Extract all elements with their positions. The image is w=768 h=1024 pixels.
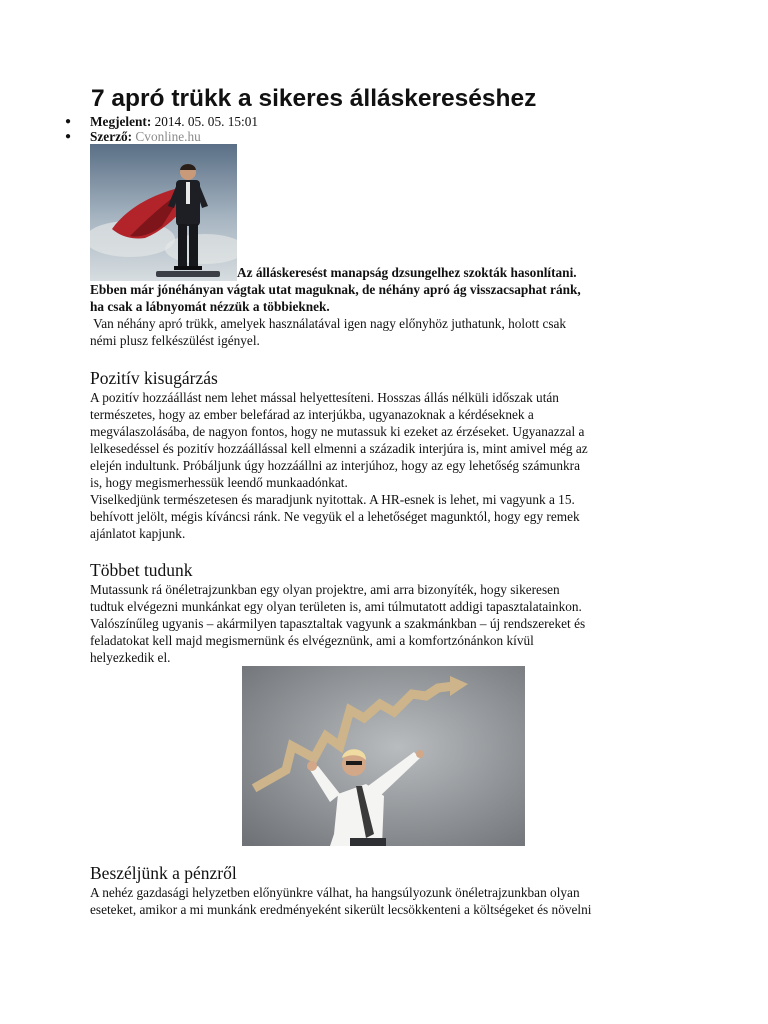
section-body	[90, 884, 690, 918]
body-line: A pozitív hozzáállást nem lehet mással helyettesíteni. Hosszas állás nélküli időszak után	[90, 390, 559, 405]
intro-block	[90, 144, 690, 349]
body-line: tudtuk elvégezni munkánkat egy olyan területen is, ami túlmutatott addigi tapasztalatainkon.	[90, 599, 582, 614]
body-line: eseteket, amikor a mi munkánk eredményeként sikerült lecsökkenteni a költségeket és növelni	[90, 902, 592, 917]
article-title: 7 apró trükk a sikeres álláskereséshez	[91, 85, 537, 112]
published-value: 2014. 05. 05. 15:01	[154, 114, 259, 129]
bullet-icon: ●	[65, 116, 72, 127]
article-meta	[65, 114, 690, 144]
section-body	[90, 581, 690, 666]
lead-line-3: ha csak a lábnyomát nézzük a többieknek.	[90, 299, 330, 314]
body-line: ajánlatot kapjunk.	[90, 526, 186, 541]
body-line: Mutassunk rá önéletrajzunkban egy olyan projektre, ami arra bizonyíték, hogy sikeresen	[90, 582, 560, 597]
section-tobbet	[90, 559, 690, 666]
section-penz	[90, 862, 690, 918]
published-label: Megjelent:	[90, 114, 152, 129]
lead-line-2: Ebben már jónéhányan vágtak utat maguknak, de néhány apró ág visszacsaphat ránk,	[90, 282, 581, 297]
body-line: helyezkedik el.	[90, 650, 171, 665]
section-heading: Beszéljünk a pénzről	[90, 863, 237, 883]
superhero-businessman-icon	[90, 144, 237, 281]
body-line: feladatokat kell majd megismernünk és elvégeznünk, ami a komfortzónánkon kívül	[90, 633, 534, 648]
body-line: is, hogy megismerhessük leendő munkaadónkat.	[90, 475, 348, 490]
body-line: lelkesedéssel és pozitív hozzáállással kell elmenni a századik interjúra is, mint amivel még az	[90, 441, 588, 456]
intro-line-2: némi plusz felkészülést igényel.	[90, 333, 260, 348]
body-line: Valószínűleg ugyanis – akármilyen tapasztaltak vagyunk a szakmánkban – új rendszereket és	[90, 616, 586, 631]
bullet-icon: ●	[65, 131, 72, 142]
section-heading: Többet tudunk	[90, 560, 193, 580]
meta-published	[65, 114, 690, 129]
author-link[interactable]: Cvonline.hu	[135, 129, 201, 144]
rising-arrow-businessman-icon	[242, 666, 525, 846]
section-heading: Pozitív kisugárzás	[90, 368, 218, 388]
body-line: Viselkedjünk természetesen és maradjunk nyitottak. A HR-esnek is lehet, mi vagyunk a 15.	[90, 492, 575, 507]
body-line: A nehéz gazdasági helyzetben előnyünkre válhat, ha hangsúlyozunk önéletrajzunkban olyan	[90, 885, 580, 900]
lead-first-line	[90, 144, 690, 281]
intro-line-1: Van néhány apró trükk, amelyek használatával igen nagy előnyhöz juthatunk, holott csak	[90, 316, 567, 331]
body-line: megválaszolásába, de nagyon fontos, hogy ne mutassuk ki ezeket az érzéseket. Ugyanazzal a	[90, 424, 585, 439]
body-line: elején indultunk. Próbáljunk úgy hozzáállni az interjúhoz, hogy az egy lehetőség számunkra	[90, 458, 580, 473]
meta-author	[65, 129, 690, 144]
body-line: természetes, hogy az ember belefárad az interjúkba, ugyanazoknak a kérdéseknek a	[90, 407, 534, 422]
lead-line-1: Az álláskeresést manapság dzsungelhez szokták hasonlítani.	[237, 265, 577, 280]
section-pozitiv	[90, 367, 690, 542]
author-label: Szerző:	[90, 129, 133, 144]
section-body	[90, 389, 690, 542]
article	[65, 84, 690, 918]
body-line: behívott jelölt, mégis kíváncsi ránk. Ne vegyük el a lehetőséget magunktól, hogy egy remek	[90, 509, 580, 524]
